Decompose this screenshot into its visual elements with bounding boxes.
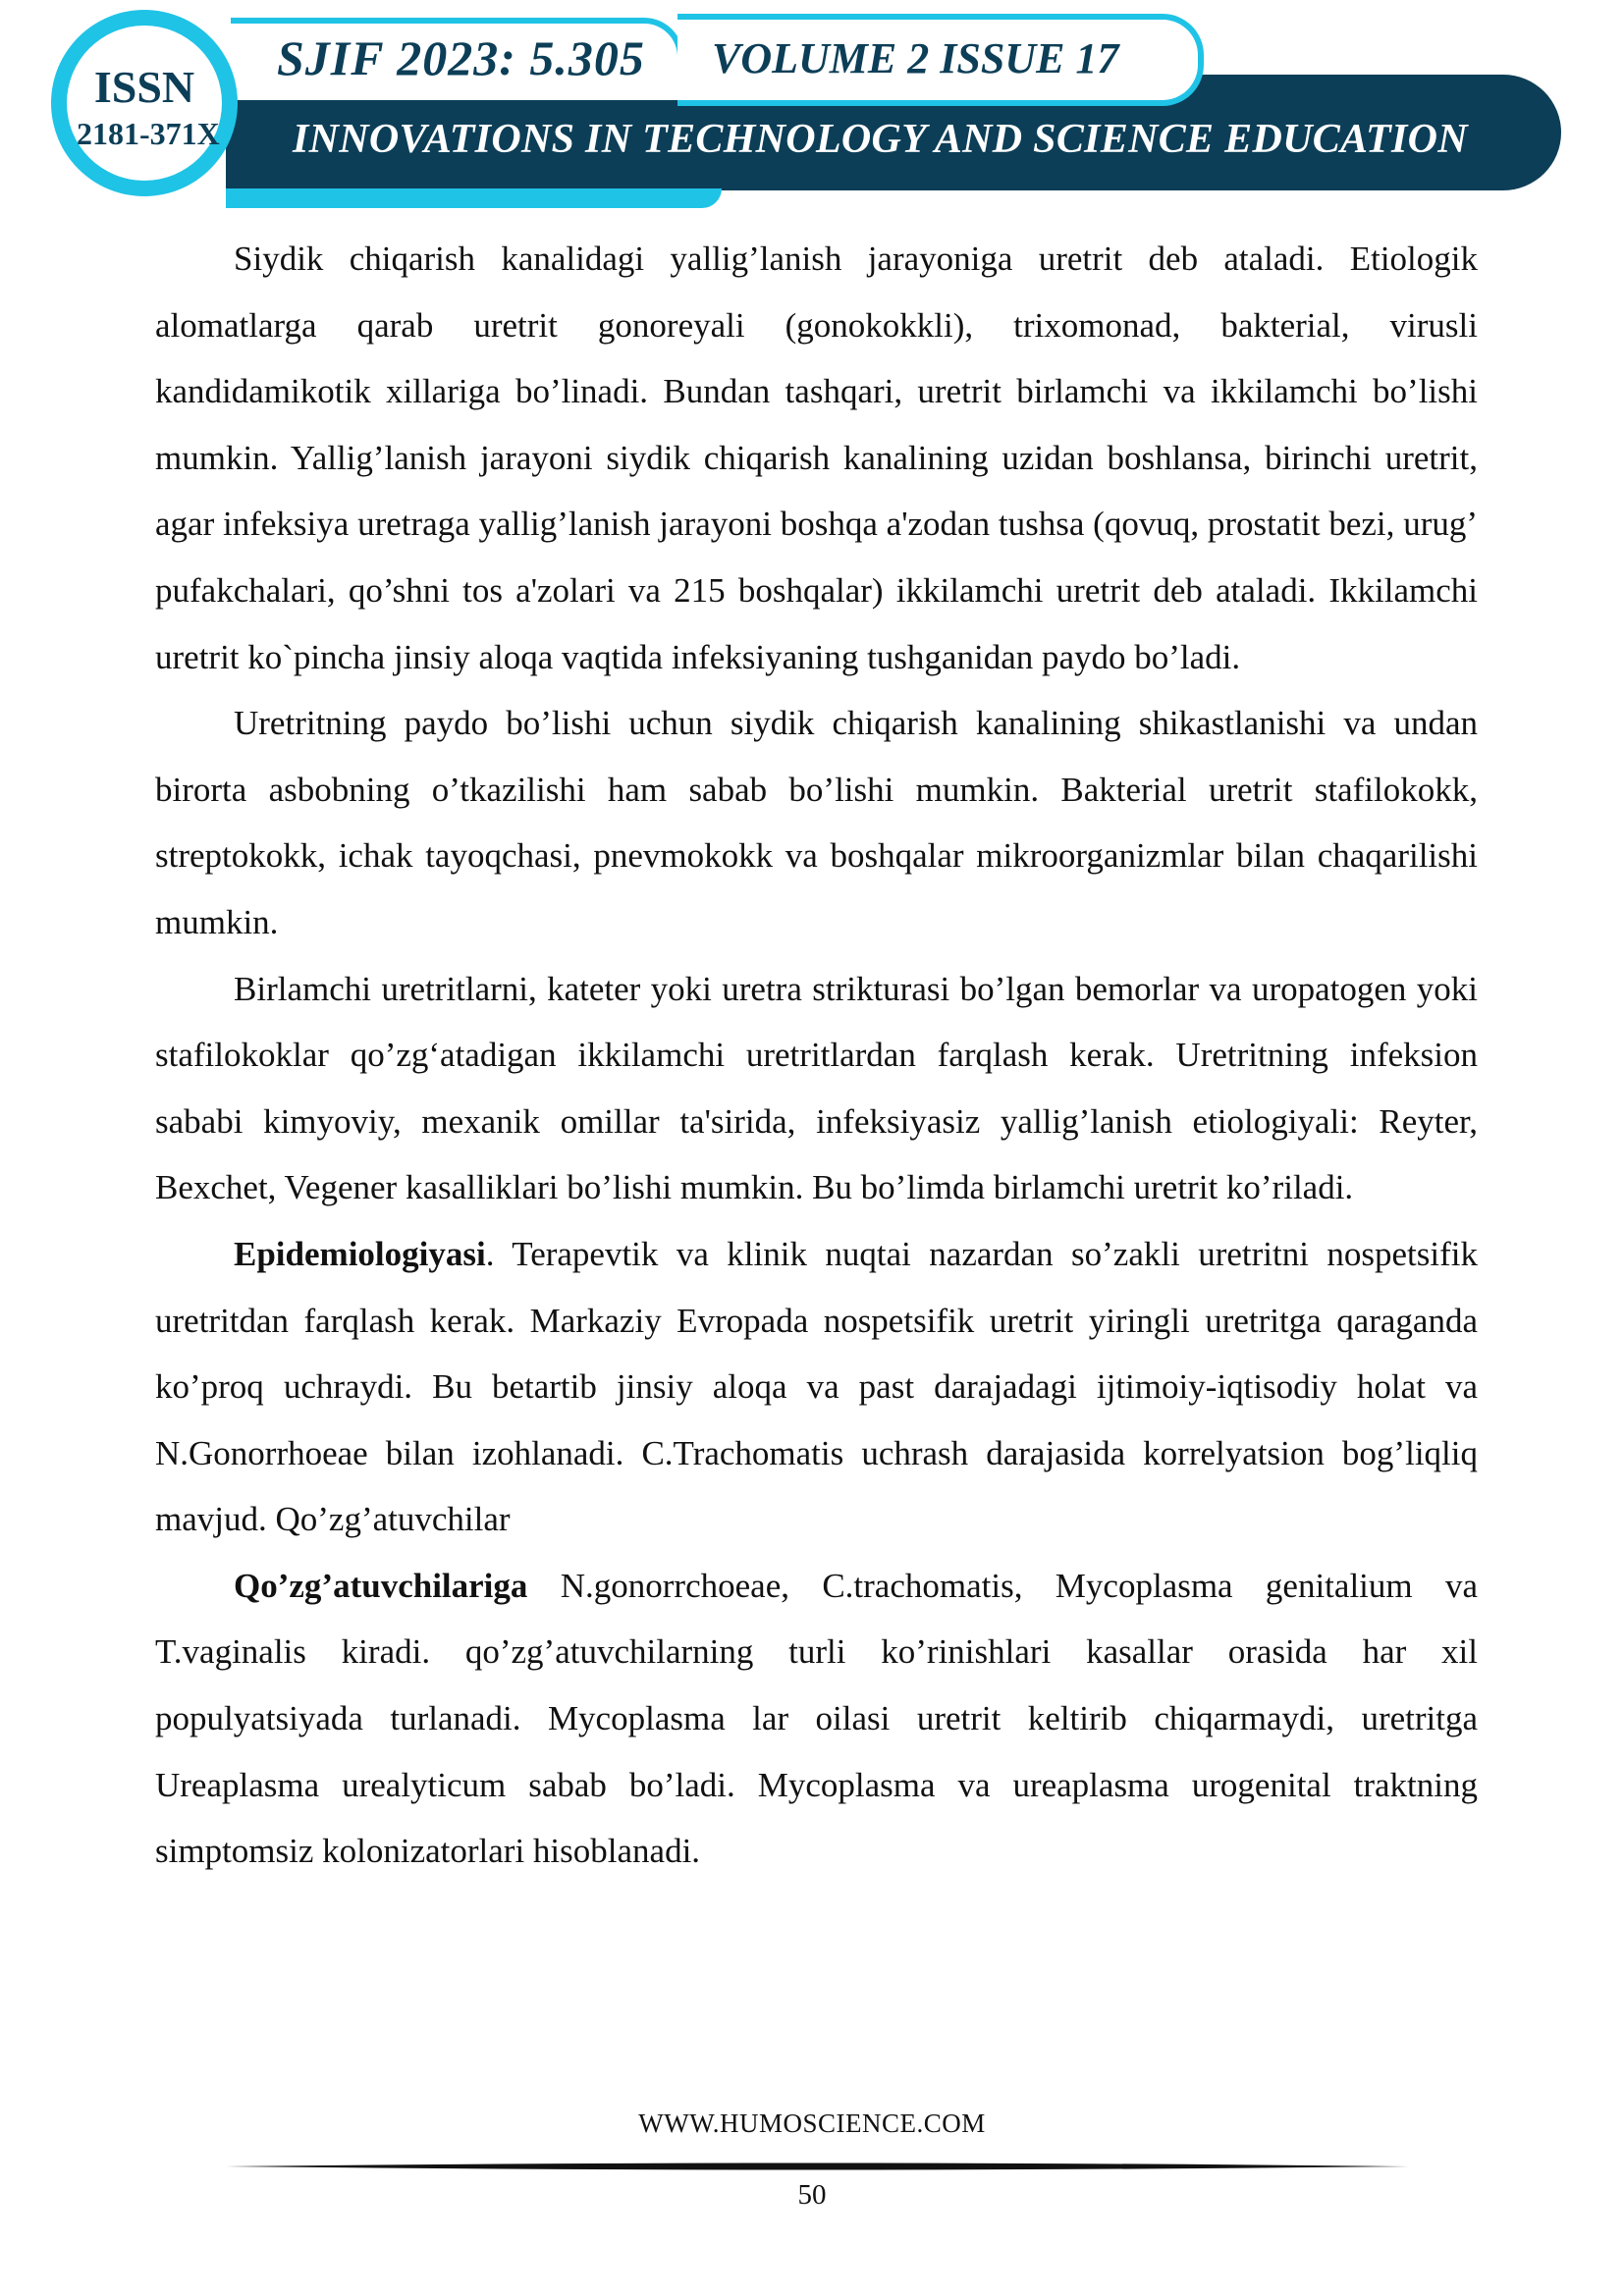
paragraph-4 [155, 1221, 1478, 1553]
issn-label: ISSN [93, 62, 195, 112]
paragraph-5 [155, 1553, 1478, 1885]
section-heading-pathogens: Qo’zg’atuvchilariga [234, 1566, 528, 1605]
footer-website[interactable]: WWW.HUMOSCIENCE.COM [638, 2109, 986, 2138]
paragraph-5-text: N.gonorrchoeae, C.trachomatis, Mycoplasma genitalium va T.vaginalis kiradi. qo’zg’atuvchilarning turli ko’rinishlari kasallar orasida har xil populyatsiyada turlanadi. Mycoplasma lar oilasi uretrit keltirib chiqarmaydi, uretritga Ureaplasma urealyticum sabab bo’ladi. Mycoplasma va ureaplasma urogenital traktning simptomsiz kolonizatorlari hisoblanadi. [155, 1566, 1478, 1871]
paragraph-1: Siydik chiqarish kanalidagi yallig’lanish jarayoniga uretrit deb ataladi. Etiologik alomatlarga qarab uretrit gonoreyali (gonokokkli), trixomonad, bakterial, virusli kandidamikotik xillariga bo’linadi. Bundan tashqari, uretrit birlamchi va ikkilamchi bo’lishi mumkin. Yallig’lanish jarayoni siydik chiqarish kanalining uzidan boshlansa, birinchi uretrit, agar infeksiya uretraga yallig’lanish jarayoni boshqa a'zodan tushsa (qovuq, prostatit bezi, urug’ pufakchalari, qo’shni tos a'zolari va 215 boshqalar) ikkilamchi uretrit deb ataladi. Ikkilamchi uretrit ko`pincha jinsiy aloqa vaqtida infeksiyaning tushganidan paydo bo’ladi. [155, 240, 1478, 676]
journal-header [0, 0, 1624, 226]
journal-title: INNOVATIONS IN TECHNOLOGY AND SCIENCE EDUCATION [293, 117, 1468, 162]
issn-number: 2181-371X [77, 116, 220, 151]
sjif-impact-factor: SJIF 2023: 5.305 [277, 30, 645, 85]
paragraph-3: Birlamchi uretritlarni, kateter yoki uretra strikturasi bo’lgan bemorlar va uropatogen yoki stafilokoklar qo’zg‘atadigan ikkilamchi uretritlardan farqlash kerak. Uretritning infeksion sababi kimyoviy, mexanik omillar ta'sirida, infeksiyasiz yallig’lanish etiologiyali: Reyter, Bexchet, Vegener kasalliklari bo’lishi mumkin. Bu bo’limda birlamchi uretrit ko’riladi. [155, 969, 1478, 1207]
volume-issue: VOLUME 2 ISSUE 17 [712, 34, 1119, 82]
section-heading-epidemiology: Epidemiologiyasi [234, 1234, 486, 1273]
page-number: 50 [797, 2179, 827, 2211]
header-accent-strip [226, 188, 722, 208]
paragraph-2: Uretritning paydo bo’lishi uchun siydik chiqarish kanalining shikastlanishi va undan birorta asbobning o’tkazilishi ham sabab bo’lishi mumkin. Bakterial uretrit stafilokokk, streptokokk, ichak tayoqchasi, pnevmokokk va boshqalar mikroorganizmlar bilan chaqarilishi mumkin. [155, 704, 1478, 941]
article-body [155, 226, 1478, 1885]
paragraph-4-text: . Terapevtik va klinik nuqtai nazardan so’zakli uretritni nospetsifik uretritdan farqlash kerak. Markaziy Evropada nospetsifik uretrit yiringli uretritga qaraganda ko’proq uchraydi. Bu betartib jinsiy aloqa va past darajadagi ijtimoiy-iqtisodiy holat va N.Gonorrhoeae bilan izohlanadi. C.Trachomatis uchrash darajasida korrelyatsion bog’liqliq mavjud. Qo’zg’atuvchilar [155, 1234, 1478, 1539]
footer-divider [226, 2162, 1409, 2171]
